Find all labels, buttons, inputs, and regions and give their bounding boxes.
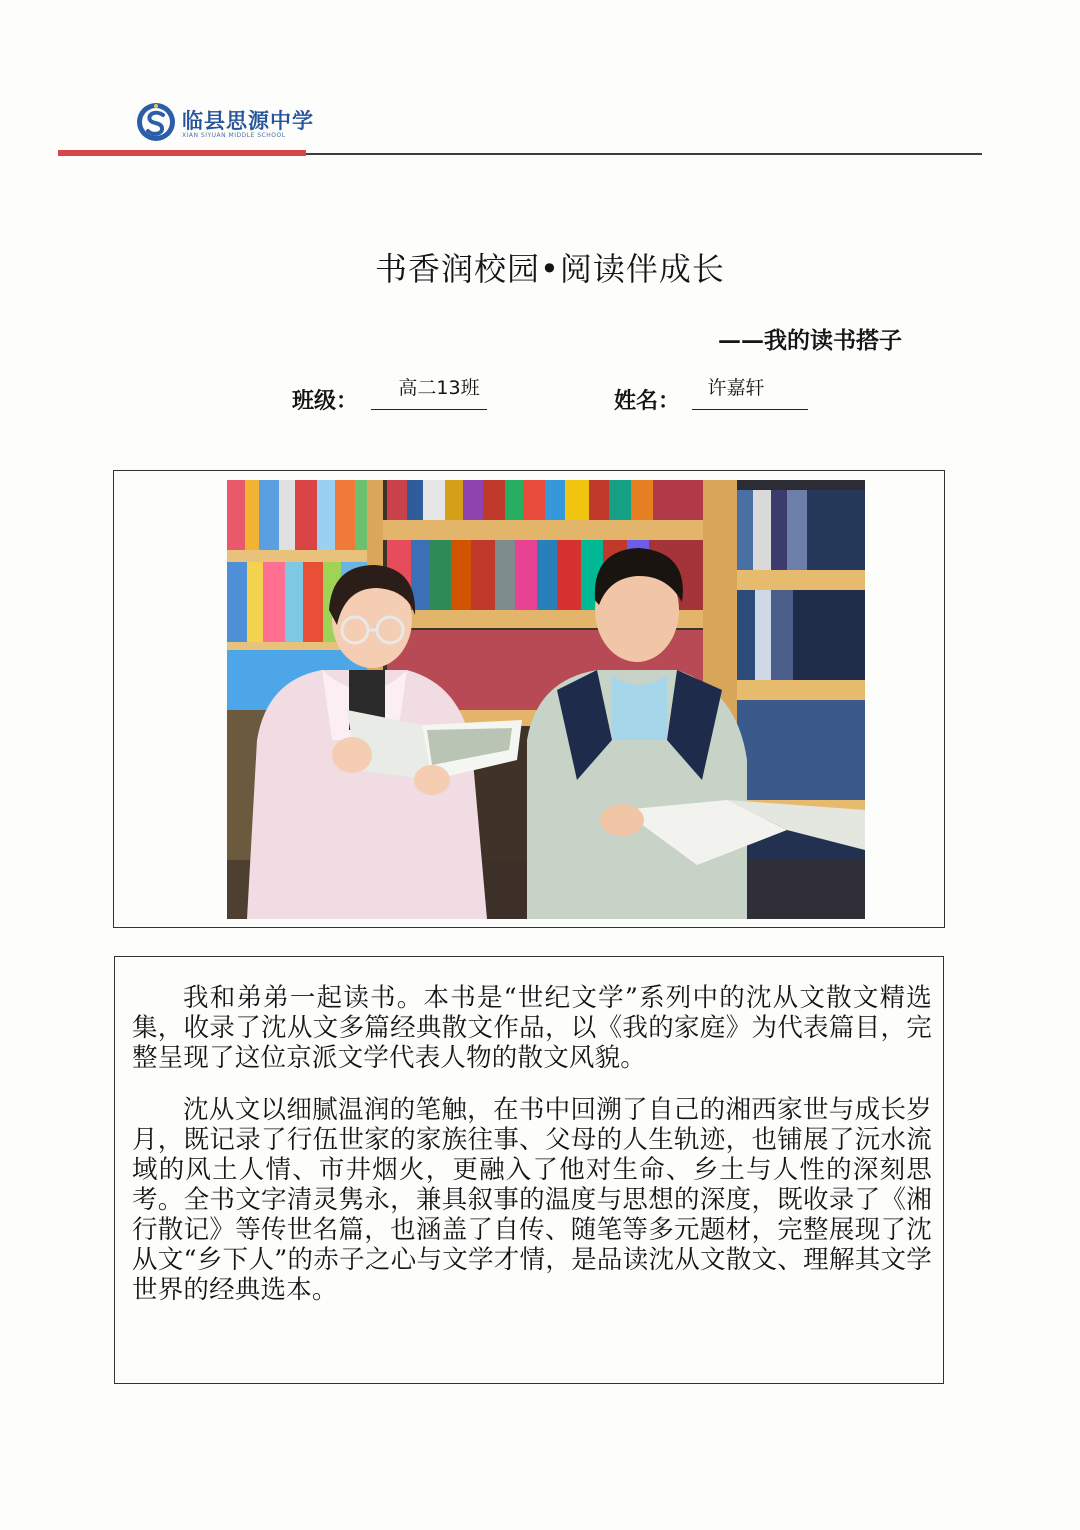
school-emblem-icon <box>136 102 176 142</box>
name-value: 许嘉轩 <box>707 377 765 399</box>
class-underline <box>371 409 487 410</box>
header-rule <box>306 153 982 155</box>
photo-frame <box>113 470 945 928</box>
review-paragraph-1: 我和弟弟一起读书。本书是“世纪文学”系列中的沈从文散文精选集，收录了沈从文多篇经典散文作品，以《我的家庭》为代表篇目，完整呈现了这位京派文学代表人物的散文风貌。 <box>132 983 932 1073</box>
review-text <box>132 983 932 1305</box>
name-underline <box>692 409 808 410</box>
review-paragraph-2: 沈从文以细腻温润的笔触，在书中回溯了自己的湘西家世与成长岁月，既记录了行伍世家的家族往事、父母的人生轨迹，也铺展了沅水流域的风土人情、市井烟火，更融入了他对生命、乡土与人性的深刻思考。全书文字清灵隽永，兼具叙事的温度与思想的深度，既收录了《湘行散记》等传世名篇，也涵盖了自传、随笔等多元题材，完整展现了沈从文“乡下人”的赤子之心与文学才情，是品读沈从文散文、理解其文学世界的经典选本。 <box>132 1095 932 1305</box>
name-label: 姓名： <box>614 388 681 414</box>
school-logo <box>136 102 314 142</box>
school-name-en: XIAN SIYUAN MIDDLE SCHOOL <box>182 132 286 139</box>
class-label: 班级： <box>292 388 359 414</box>
reading-photo <box>227 480 865 919</box>
page-subtitle: ——我的读书搭子 <box>718 327 902 354</box>
school-name: 临县思源中学 <box>182 108 314 133</box>
page-title: 书香润校园•阅读伴成长 <box>375 250 725 288</box>
header-rule-accent <box>58 150 306 156</box>
review-text-frame <box>114 956 944 1384</box>
class-value: 高二13班 <box>398 377 480 399</box>
